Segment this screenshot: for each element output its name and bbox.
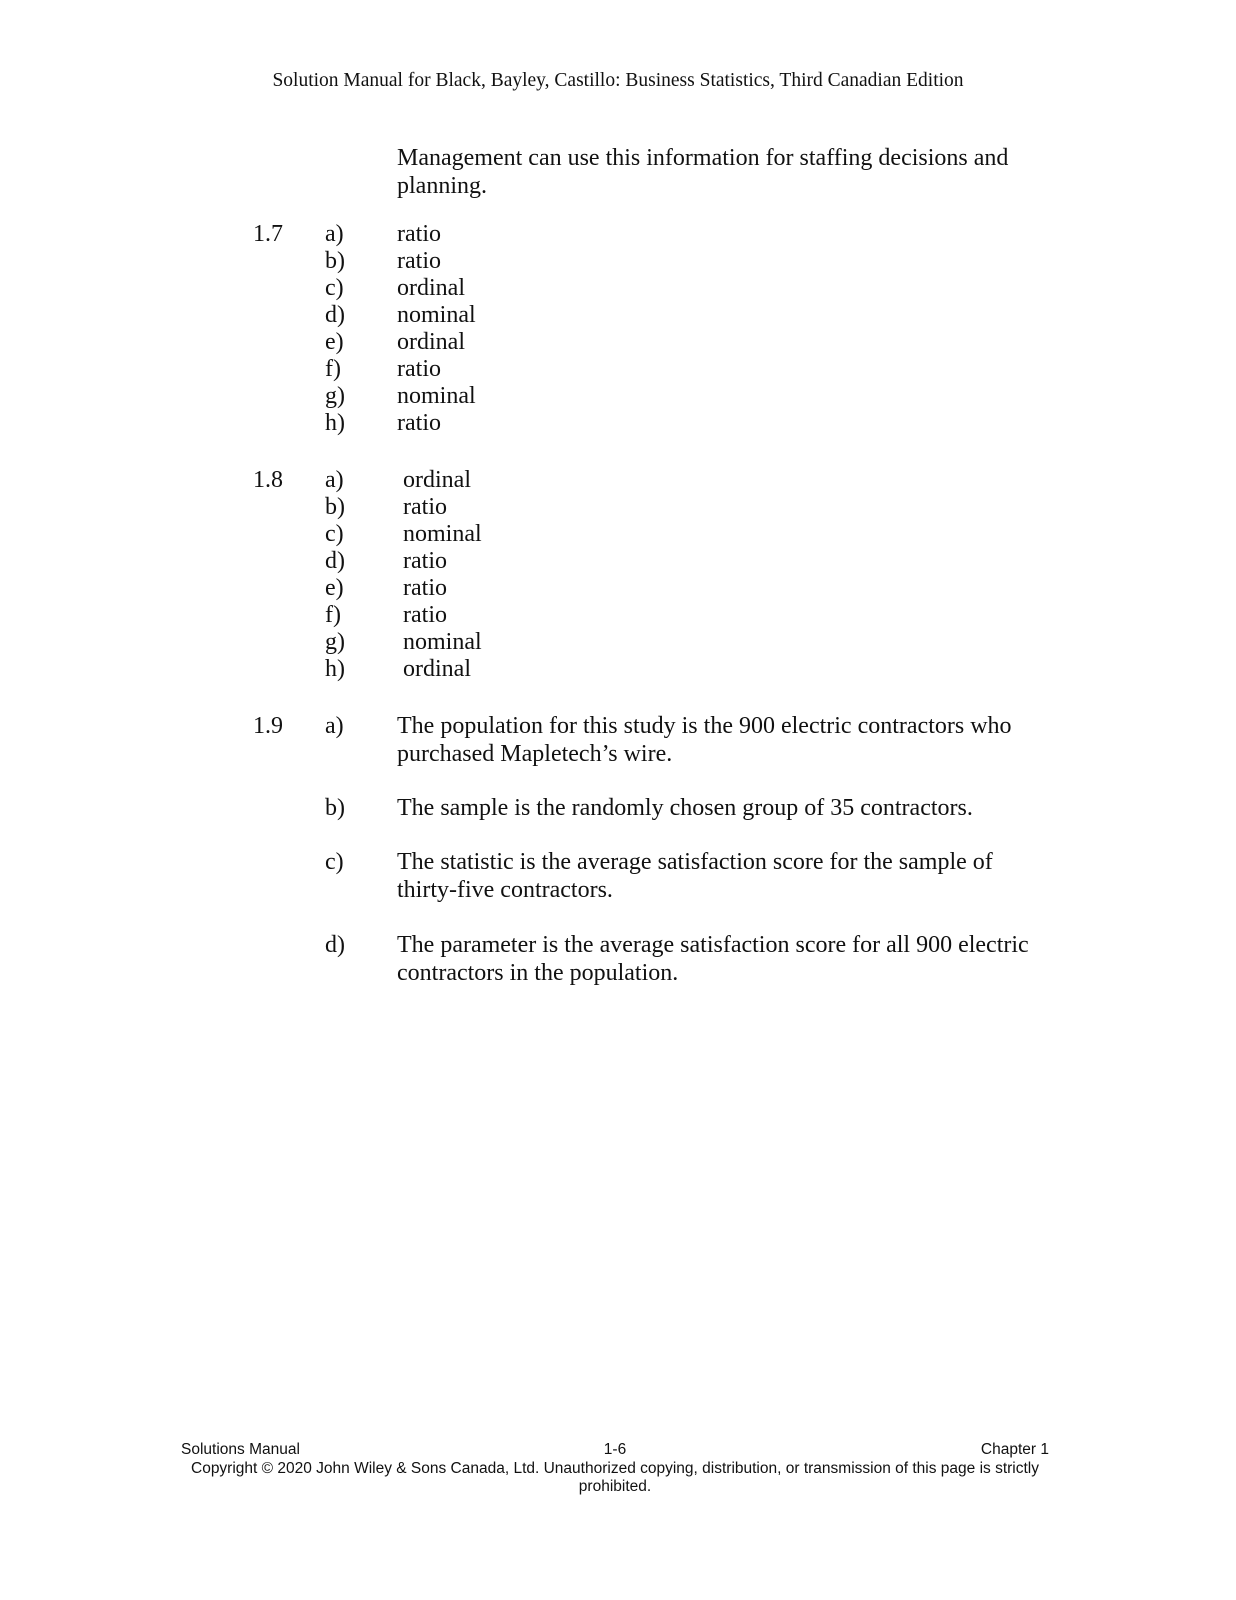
answer-label: g) [325,629,345,655]
answer-text: nominal [403,629,482,655]
intro-paragraph: Management can use this information for staffing decisions and planning. [397,145,1009,199]
answer-label: c) [325,849,344,875]
answer-label: g) [325,383,345,409]
answer-text: The population for this study is the 900 electric contractors who purchased Mapletech’s wire. [397,713,1012,767]
answer-text: ordinal [403,467,471,493]
running-header: Solution Manual for Black, Bayley, Castillo: Business Statistics, Third Canadian Edition [272,70,964,91]
answer-text: nominal [397,302,476,328]
answer-label: b) [325,248,345,274]
answer-text: ratio [397,410,441,436]
answer-text: The sample is the randomly chosen group of 35 contractors. [397,795,973,821]
answer-label: a) [325,221,344,247]
answer-text: The statistic is the average satisfaction score for the sample of thirty-five contractors. [397,849,993,903]
footer-right: Chapter 1 [980,1441,1049,1458]
answer-text: ratio [403,494,447,520]
footer-copyright: Copyright © 2020 John Wiley & Sons Canada, Ltd. Unauthorized copying, distribution, or transmission of this page is strictly prohibited. [191,1460,1039,1495]
answer-label: f) [325,602,341,628]
answer-text: ratio [403,548,447,574]
answer-label: b) [325,795,345,821]
answer-text: ordinal [403,656,471,682]
answer-text: ordinal [397,275,465,301]
answer-text: ratio [397,221,441,247]
answer-label: d) [325,548,345,574]
question-number-1-9: 1.9 [253,713,283,739]
answer-label: e) [325,329,344,355]
question-number-1-7: 1.7 [253,221,283,247]
answer-label: c) [325,275,344,301]
answer-text: ratio [403,575,447,601]
answer-text: The parameter is the average satisfaction score for all 900 electric contractors in the population. [397,932,1029,986]
answer-text: ratio [397,248,441,274]
answer-text: ratio [397,356,441,382]
answer-text: ratio [403,602,447,628]
answer-label: h) [325,656,345,682]
answer-label: a) [325,467,344,493]
question-number-1-8: 1.8 [253,467,283,493]
answer-text: nominal [403,521,482,547]
answer-label: c) [325,521,344,547]
footer-left: Solutions Manual [181,1441,300,1458]
answer-label: f) [325,356,341,382]
answer-text: nominal [397,383,476,409]
answer-label: d) [325,932,345,958]
answer-label: a) [325,713,344,739]
answer-label: b) [325,494,345,520]
answer-label: e) [325,575,344,601]
answer-label: d) [325,302,345,328]
footer-page-number: 1-6 [603,1441,627,1458]
answer-text: ordinal [397,329,465,355]
answer-label: h) [325,410,345,436]
